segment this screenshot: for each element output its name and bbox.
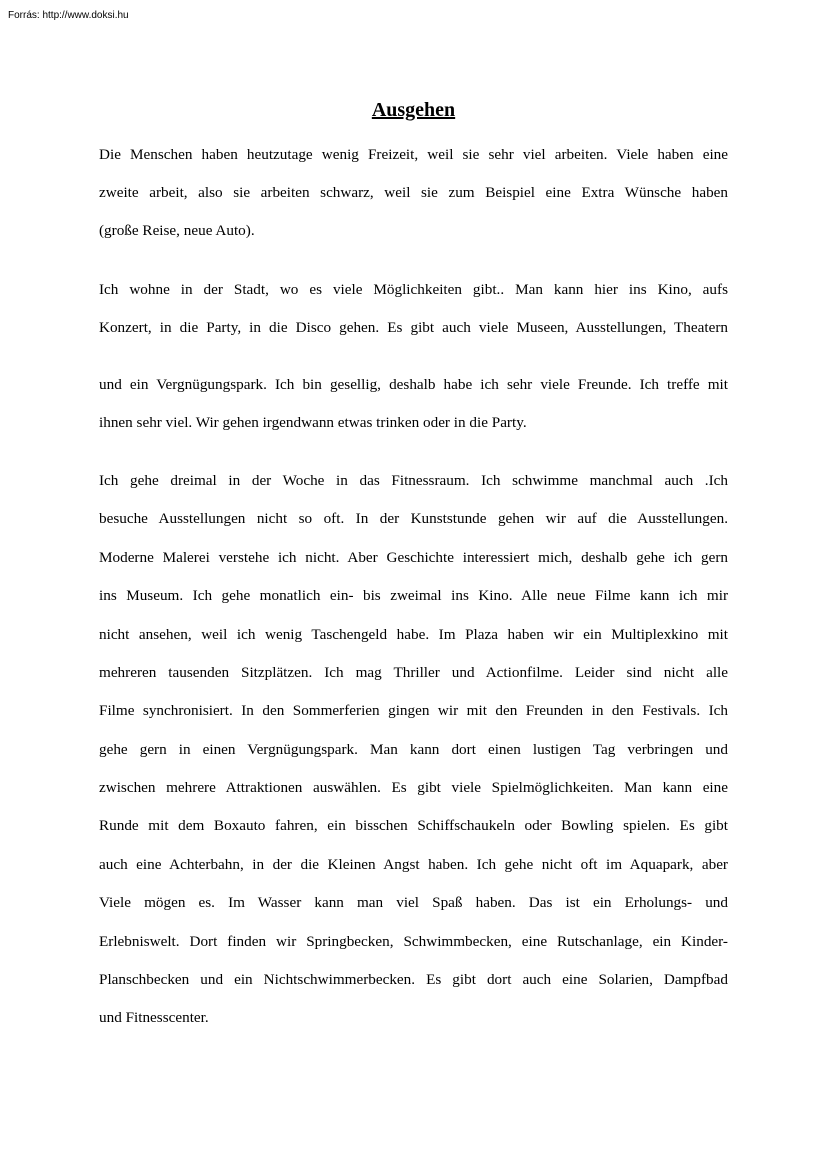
text-line: ins Museum. Ich gehe monatlich ein- bis zweimal ins Kino. Alle neue Filme kann ich mir — [99, 587, 728, 604]
text-line: nicht ansehen, weil ich wenig Taschengeld habe. Im Plaza haben wir ein Multiplexkino mit — [99, 626, 728, 643]
text-line: Viele mögen es. Im Wasser kann man viel Spaß haben. Das ist ein Erholungs- und — [99, 894, 728, 911]
text-line: Erlebniswelt. Dort finden wir Springbecken, Schwimmbecken, eine Rutschanlage, ein Kinder- — [99, 933, 728, 950]
page-title: Ausgehen — [371, 99, 456, 121]
text-line: Die Menschen haben heutzutage wenig Freizeit, weil sie sehr viel arbeiten. Viele haben eine — [99, 146, 728, 163]
text-line: Filme synchronisiert. In den Sommerferien gingen wir mit den Freunden in den Festivals. Ich — [99, 702, 728, 719]
text-line: und ein Vergnügungspark. Ich bin gesellig, deshalb habe ich sehr viele Freunde. Ich treffe mit — [99, 376, 728, 393]
text-line: Konzert, in die Party, in die Disco gehen. Es gibt auch viele Museen, Ausstellungen, Theatern — [99, 319, 728, 336]
source-url: Forrás: http://www.doksi.hu — [8, 10, 129, 21]
text-line: gehe gern in einen Vergnügungspark. Man kann dort einen lustigen Tag verbringen und — [99, 741, 728, 758]
text-line: besuche Ausstellungen nicht so oft. In der Kunststunde gehen wir auf die Ausstellungen. — [99, 510, 728, 527]
text-line: zweite arbeit, also sie arbeiten schwarz, weil sie zum Beispiel eine Extra Wünsche haben — [99, 184, 728, 201]
text-line: und Fitnesscenter. — [99, 1009, 209, 1026]
text-line: Moderne Malerei verstehe ich nicht. Aber Geschichte interessiert mich, deshalb gehe ich gern — [99, 549, 728, 566]
text-line: Ich wohne in der Stadt, wo es viele Möglichkeiten gibt.. Man kann hier ins Kino, aufs — [99, 281, 728, 298]
text-line: mehreren tausenden Sitzplätzen. Ich mag Thriller und Actionfilme. Leider sind nicht alle — [99, 664, 728, 681]
text-line: auch eine Achterbahn, in der die Kleinen Angst haben. Ich gehe nicht oft im Aquapark, aber — [99, 856, 728, 873]
text-line: (große Reise, neue Auto). — [99, 222, 255, 239]
text-line: Ich gehe dreimal in der Woche in das Fitnessraum. Ich schwimme manchmal auch .Ich — [99, 472, 728, 489]
text-line: Runde mit dem Boxauto fahren, ein bisschen Schiffschaukeln oder Bowling spielen. Es gibt — [99, 817, 728, 834]
text-line: ihnen sehr viel. Wir gehen irgendwann etwas trinken oder in die Party. — [99, 414, 527, 431]
text-line: Planschbecken und ein Nichtschwimmerbecken. Es gibt dort auch eine Solarien, Dampfbad — [99, 971, 728, 988]
text-line: zwischen mehrere Attraktionen auswählen. Es gibt viele Spielmöglichkeiten. Man kann eine — [99, 779, 728, 796]
